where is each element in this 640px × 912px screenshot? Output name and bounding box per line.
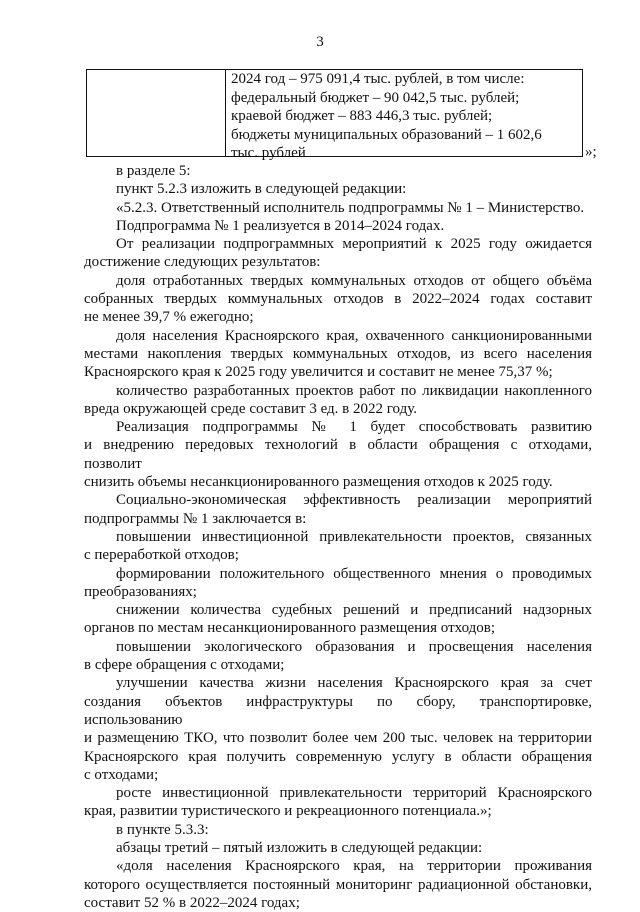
paragraph-line: преобразованиях; bbox=[84, 583, 197, 600]
paragraph-line: с отходами; bbox=[84, 766, 159, 783]
document-body bbox=[84, 162, 592, 912]
table-closing-quote: »; bbox=[585, 144, 597, 160]
paragraph bbox=[84, 418, 592, 491]
paragraph-line: От реализации подпрограммных мероприятий к 2025 году ожидается bbox=[116, 236, 592, 253]
paragraph bbox=[84, 674, 592, 784]
paragraph-line: доля отработанных твердых коммунальных отходов от общего объёма bbox=[116, 272, 592, 289]
paragraph-line: создания объектов инфраструктуры по сбору, транспортировке, использованию bbox=[84, 693, 592, 728]
table-cell-line: бюджеты муниципальных образований – 1 602,6 bbox=[231, 126, 542, 143]
paragraph bbox=[116, 162, 592, 180]
paragraph-line: повышении инвестиционной привлекательности проектов, связанных bbox=[116, 528, 592, 545]
paragraph-line: подпрограммы № 1 заключается в: bbox=[84, 510, 307, 527]
paragraph-line: вреда окружающей среде составит 3 ед. в 2022 году. bbox=[84, 400, 417, 417]
paragraph-line: формировании положительного общественного мнения о проводимых bbox=[116, 565, 592, 582]
table-cell-line: тыс. рублей bbox=[231, 145, 306, 161]
paragraph bbox=[84, 272, 592, 327]
paragraph-line: составит 52 % в 2022–2024 годах; bbox=[84, 894, 300, 911]
paragraph bbox=[84, 327, 592, 382]
paragraph-line: Красноярского края к 2025 году увеличится и составит не менее 75,37 %; bbox=[84, 364, 553, 381]
paragraph-line: в разделе 5: bbox=[116, 163, 191, 179]
paragraph-line: местами накопления твердых коммунальных отходов, из всего населения bbox=[84, 345, 592, 362]
paragraph bbox=[116, 217, 592, 235]
paragraph-line: пункт 5.2.3 изложить в следующей редакции: bbox=[116, 181, 407, 198]
paragraph-line: края, развитии туристического и рекреационного потенциала.»; bbox=[84, 803, 492, 820]
table-cell-line: краевой бюджет – 883 446,3 тыс. рублей; bbox=[231, 108, 493, 124]
paragraph-line: в пункте 5.3.3: bbox=[116, 821, 209, 838]
paragraph-line: не менее 39,7 % ежегодно; bbox=[84, 309, 254, 326]
paragraph bbox=[116, 180, 592, 198]
paragraph-line: абзацы третий – пятый изложить в следующей редакции: bbox=[116, 839, 483, 856]
paragraph bbox=[116, 839, 592, 857]
paragraph-line: росте инвестиционной привлекательности территорий Красноярского bbox=[116, 785, 592, 802]
paragraph-line: «доля населения Красноярского края, на территории проживания bbox=[116, 858, 592, 875]
paragraph-line: Подпрограмма № 1 реализуется в 2014–2024 годах. bbox=[116, 217, 445, 234]
paragraph-line: «5.2.3. Ответственный исполнитель подпрограммы № 1 – Министерство. bbox=[116, 199, 585, 216]
table-cell-line: 2024 год – 975 091,4 тыс. рублей, в том числе: bbox=[231, 71, 525, 87]
paragraph bbox=[116, 821, 592, 839]
paragraph-line: снизить объемы несанкционированного размещения отходов к 2025 году. bbox=[84, 474, 553, 491]
paragraph-line: доля населения Красноярского края, охваченного санкционированными bbox=[116, 327, 592, 344]
paragraph bbox=[84, 601, 592, 638]
page-number: 3 bbox=[316, 34, 324, 50]
paragraph bbox=[84, 235, 592, 272]
paragraph bbox=[84, 565, 592, 602]
paragraph-line: с переработкой отходов; bbox=[84, 547, 239, 564]
table-column-divider bbox=[225, 70, 226, 156]
paragraph-line: собранных твердых коммунальных отходов в 2022–2024 годах составит bbox=[84, 291, 592, 308]
paragraph-line: повышении экологического образования и просвещения населения bbox=[116, 638, 592, 655]
paragraph-line: которого осуществляется постоянный мониторинг радиационной обстановки, bbox=[84, 876, 592, 893]
paragraph bbox=[84, 528, 592, 565]
paragraph bbox=[84, 638, 592, 675]
budget-table bbox=[86, 69, 583, 161]
paragraph-line: Социально-экономическая эффективность реализации мероприятий bbox=[116, 492, 592, 509]
paragraph-line: и внедрению передовых технологий в области обращения с отходами, позволит bbox=[84, 437, 592, 472]
paragraph-line: достижение следующих результатов: bbox=[84, 254, 321, 271]
paragraph-line: количество разработанных проектов работ по ликвидации накопленного bbox=[116, 382, 592, 399]
table-cell-funding bbox=[231, 70, 578, 163]
paragraph-line: органов по местам несанкционированного размещения отходов; bbox=[84, 620, 496, 637]
paragraph bbox=[116, 199, 592, 217]
paragraph-line: улучшении качества жизни населения Красноярского края за счет bbox=[116, 675, 592, 692]
paragraph-line: Реализация подпрограммы № 1 будет способствовать развитию bbox=[116, 419, 592, 436]
paragraph bbox=[84, 491, 592, 528]
table-cell-line: федеральный бюджет – 90 042,5 тыс. рублей; bbox=[231, 89, 520, 106]
paragraph-line: в сфере обращения с отходами; bbox=[84, 657, 285, 674]
paragraph bbox=[84, 382, 592, 419]
paragraph-line: и размещению ТКО, что позволит более чем 200 тыс. человек на территории bbox=[84, 730, 592, 747]
paragraph-line: снижении количества судебных решений и предписаний надзорных bbox=[116, 602, 592, 619]
paragraph bbox=[84, 784, 592, 821]
paragraph-line: Красноярского края получить современную услугу в области обращения bbox=[84, 748, 592, 765]
